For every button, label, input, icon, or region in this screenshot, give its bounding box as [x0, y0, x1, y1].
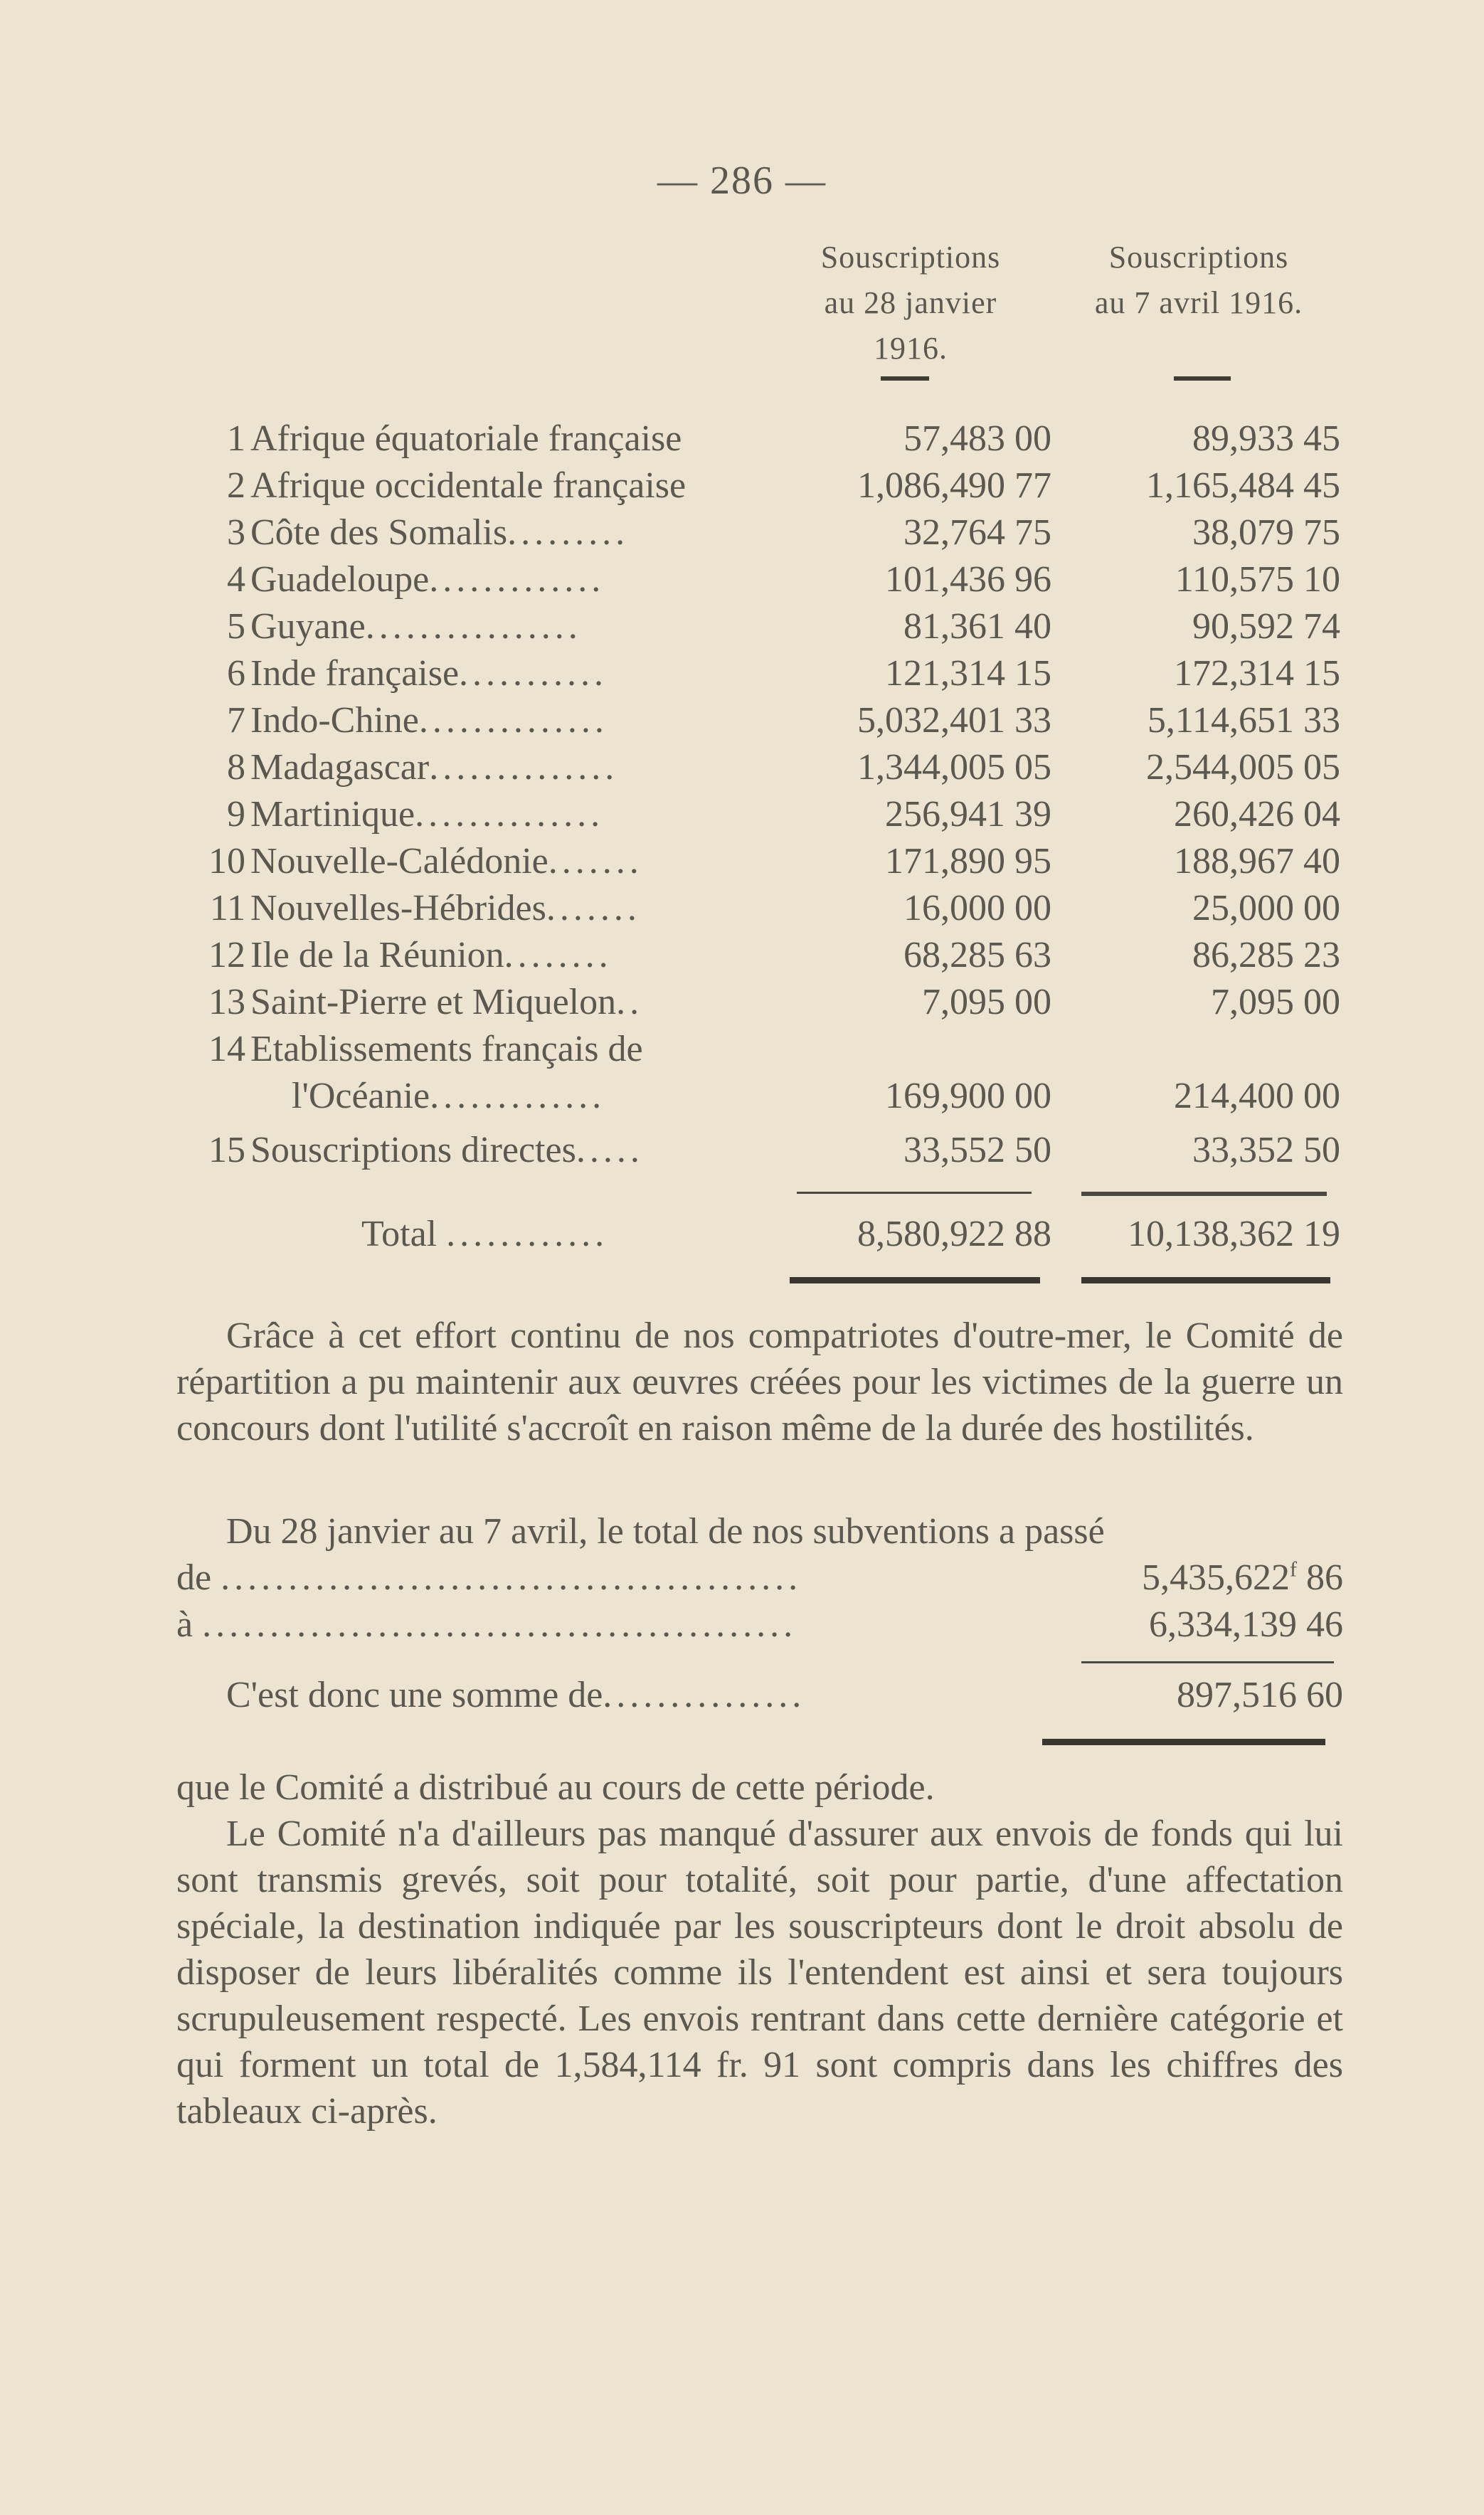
amount-value — [1142, 1555, 1343, 1601]
amount-cents: 46 — [1297, 1604, 1343, 1645]
row-number: 12 — [208, 935, 245, 975]
page-number: — 286 — — [657, 159, 827, 203]
leader-dots: ..... — [576, 1130, 644, 1170]
leader-dots: ............... — [603, 1675, 806, 1715]
row-label-text: Saint-Pierre et Miquelon — [250, 982, 617, 1022]
value-january: 32,764 75 — [903, 512, 1051, 553]
table-row — [0, 1127, 1484, 1174]
column-header-line: Souscriptions — [820, 240, 1001, 275]
row-number: 9 — [227, 794, 245, 835]
value-january: 121,314 15 — [885, 653, 1051, 694]
table-row — [0, 603, 1484, 650]
amount-row-from — [176, 1555, 1343, 1601]
total-row — [0, 1211, 1484, 1258]
row-label — [250, 791, 604, 838]
row-label — [250, 509, 629, 556]
amount-francs: 6,334,139 — [1149, 1604, 1297, 1645]
row-label — [292, 1073, 605, 1120]
total-rule — [797, 1192, 1032, 1194]
value-january: 16,000 00 — [903, 888, 1051, 928]
value-april: 38,079 75 — [1192, 512, 1340, 553]
table-row — [0, 556, 1484, 603]
row-number: 3 — [227, 512, 245, 553]
value-january: 169,900 00 — [885, 1076, 1051, 1116]
table-row — [0, 1073, 1484, 1120]
leader-dots: ............ — [446, 1214, 609, 1254]
row-label — [250, 885, 641, 932]
row-label — [250, 415, 682, 462]
total-rule — [1081, 1192, 1327, 1196]
row-label — [250, 1127, 644, 1174]
leader-dots: ........ — [504, 935, 613, 975]
row-label-text: Ile de la Réunion — [250, 935, 504, 975]
row-label-text: Etablissements français de — [250, 1029, 643, 1069]
row-number: 5 — [227, 606, 245, 647]
row-label — [250, 556, 605, 603]
sum-double-rule — [1042, 1739, 1325, 1745]
sum-row — [176, 1672, 1343, 1719]
value-april: 7,095 00 — [1211, 982, 1340, 1022]
column-header-line: au 7 avril 1916. — [1094, 285, 1303, 320]
paragraph — [176, 1508, 1343, 1555]
column-header-january — [783, 235, 1039, 371]
row-label-text: Nouvelles-Hébrides — [250, 888, 546, 928]
value-april: 172,314 15 — [1174, 653, 1340, 694]
value-april: 214,400 00 — [1174, 1076, 1340, 1116]
value-april: 2,544,005 05 — [1146, 747, 1340, 788]
row-label-text: Guyane — [250, 606, 366, 647]
row-label-text: Afrique occidentale française — [250, 465, 687, 506]
column-header-line: Souscriptions — [1108, 240, 1289, 275]
row-number: 14 — [208, 1029, 245, 1069]
amount-label — [176, 1555, 802, 1601]
row-number: 4 — [227, 559, 245, 600]
value-april: 33,352 50 — [1192, 1130, 1340, 1170]
row-number: 8 — [227, 747, 245, 788]
leader-dots: ............................................ — [202, 1604, 797, 1645]
header-dash — [1174, 376, 1231, 381]
row-label — [250, 650, 608, 697]
leader-dots: ......... — [507, 512, 630, 553]
row-label-text: Côte des Somalis — [250, 512, 508, 553]
row-number: 7 — [227, 700, 245, 741]
value-january: 171,890 95 — [885, 841, 1051, 881]
paragraph — [176, 1811, 1343, 2134]
column-header-line: 1916. — [874, 331, 948, 366]
total-double-rule — [790, 1277, 1040, 1283]
row-label — [250, 462, 686, 509]
leader-dots: .............. — [429, 747, 619, 788]
table-row — [0, 1026, 1484, 1073]
leader-dots: ........... — [459, 653, 608, 694]
value-april: 188,967 40 — [1174, 841, 1340, 881]
row-label-text: Martinique — [250, 794, 415, 835]
total-label — [361, 1211, 608, 1258]
value-april: 25,000 00 — [1192, 888, 1340, 928]
table-row — [0, 979, 1484, 1026]
row-number: 1 — [227, 418, 245, 459]
table-row — [0, 509, 1484, 556]
row-number: 2 — [227, 465, 245, 506]
row-label-text: Inde française — [250, 653, 460, 694]
row-label-text: Afrique équatoriale française — [250, 418, 682, 459]
sum-label — [226, 1672, 805, 1719]
total-label-text: Total — [361, 1214, 438, 1254]
amount-label — [176, 1601, 797, 1648]
row-number: 13 — [208, 982, 245, 1022]
value-april: 89,933 45 — [1192, 418, 1340, 459]
leader-dots: .............. — [418, 700, 608, 741]
table-row — [0, 838, 1484, 885]
total-january: 8,580,922 88 — [857, 1214, 1051, 1254]
leader-dots: ............. — [429, 559, 605, 600]
table-row — [0, 932, 1484, 979]
paragraph — [176, 1313, 1343, 1451]
table-row — [0, 791, 1484, 838]
row-label-text: l'Océanie — [292, 1076, 430, 1116]
table-row — [0, 744, 1484, 791]
row-label-text: Nouvelle-Calédonie — [250, 841, 548, 881]
total-april: 10,138,362 19 — [1128, 1214, 1340, 1254]
amount-row-to — [176, 1601, 1343, 1648]
row-label-text: Souscriptions directes — [250, 1130, 576, 1170]
row-label — [250, 603, 582, 650]
amount-value — [1149, 1601, 1343, 1648]
paragraph-text: Grâce à cet effort continu de nos compatriotes d'outre-mer, le Comité de répartition a pu maintenir aux œuvres créées pour les victimes de la guerre un concours dont l'utilité s'accroît en raison même de la durée des hostilités. — [176, 1315, 1343, 1449]
row-label-text: Guadeloupe — [250, 559, 430, 600]
value-january: 5,032,401 33 — [857, 700, 1051, 741]
row-label-text: Madagascar — [250, 747, 430, 788]
value-april: 260,426 04 — [1174, 794, 1340, 835]
value-january: 68,285 63 — [903, 935, 1051, 975]
row-number: 10 — [208, 841, 245, 881]
column-header-april — [1067, 235, 1330, 326]
column-header-line: au 28 janvier — [824, 285, 997, 320]
value-april: 86,285 23 — [1192, 935, 1340, 975]
value-january: 256,941 39 — [885, 794, 1051, 835]
paragraph-text: Du 28 janvier au 7 avril, le total de nos subventions a passé — [226, 1511, 1105, 1552]
value-april: 1,165,484 45 — [1146, 465, 1340, 506]
row-label — [250, 932, 613, 979]
table-row — [0, 462, 1484, 509]
amount-cents: 86 — [1297, 1557, 1343, 1598]
row-number: 15 — [208, 1130, 245, 1170]
row-number: 11 — [209, 888, 245, 928]
row-label-text: Indo-Chine — [250, 700, 419, 741]
leader-dots: ....... — [546, 888, 641, 928]
leader-dots: .............. — [415, 794, 605, 835]
value-january: 33,552 50 — [903, 1130, 1051, 1170]
leader-dots: .. — [616, 982, 644, 1022]
value-april: 5,114,651 33 — [1147, 700, 1340, 741]
leader-dots: ........................................... — [221, 1557, 802, 1598]
value-january: 101,436 96 — [885, 559, 1051, 600]
amount-label-text: de — [176, 1557, 212, 1598]
value-january: 1,344,005 05 — [857, 747, 1051, 788]
value-january: 1,086,490 77 — [857, 465, 1051, 506]
value-april: 90,592 74 — [1192, 606, 1340, 647]
sum-value: 897,516 60 — [1177, 1675, 1343, 1715]
leader-dots: ............. — [430, 1076, 606, 1116]
row-label — [250, 697, 608, 744]
paragraph-text: Le Comité n'a d'ailleurs pas manqué d'assurer aux envois de fonds qui lui sont transmis grevés, soit pour totalité, soit pour partie, d'une affectation spéciale, la destination indiquée par les souscripteurs dont le droit absolu de disposer de leurs libéralités comme ils l'entendent est ainsi et sera toujours scrupuleusement respecté. Les envois rentrant dans cette dernière catégorie et qui forment un total de 1,584,114 fr. 91 sont compris dans les chiffres des tableaux ci-après. — [176, 1814, 1343, 2132]
table-row — [0, 697, 1484, 744]
paragraph — [176, 1764, 1343, 1811]
table-row — [0, 885, 1484, 932]
header-dash — [881, 376, 929, 381]
value-january: 81,361 40 — [903, 606, 1051, 647]
value-april: 110,575 10 — [1175, 559, 1340, 600]
value-january: 7,095 00 — [922, 982, 1051, 1022]
value-january: 57,483 00 — [903, 418, 1051, 459]
table-row — [0, 650, 1484, 697]
total-double-rule — [1081, 1277, 1330, 1283]
row-label — [250, 744, 618, 791]
franc-abbreviation: f — [1290, 1557, 1297, 1582]
row-number: 6 — [227, 653, 245, 694]
difference-rule — [1081, 1661, 1334, 1663]
row-label — [250, 1026, 643, 1073]
leader-dots: ....... — [548, 841, 643, 881]
leader-dots: ................ — [365, 606, 582, 647]
table-row — [0, 415, 1484, 462]
row-label — [250, 979, 643, 1026]
paragraph-text: que le Comité a distribué au cours de cette période. — [176, 1767, 935, 1808]
amount-label-text: à — [176, 1604, 194, 1645]
row-label — [250, 838, 643, 885]
sum-label-text: C'est donc une somme de — [226, 1675, 603, 1715]
amount-francs: 5,435,622 — [1142, 1557, 1290, 1598]
